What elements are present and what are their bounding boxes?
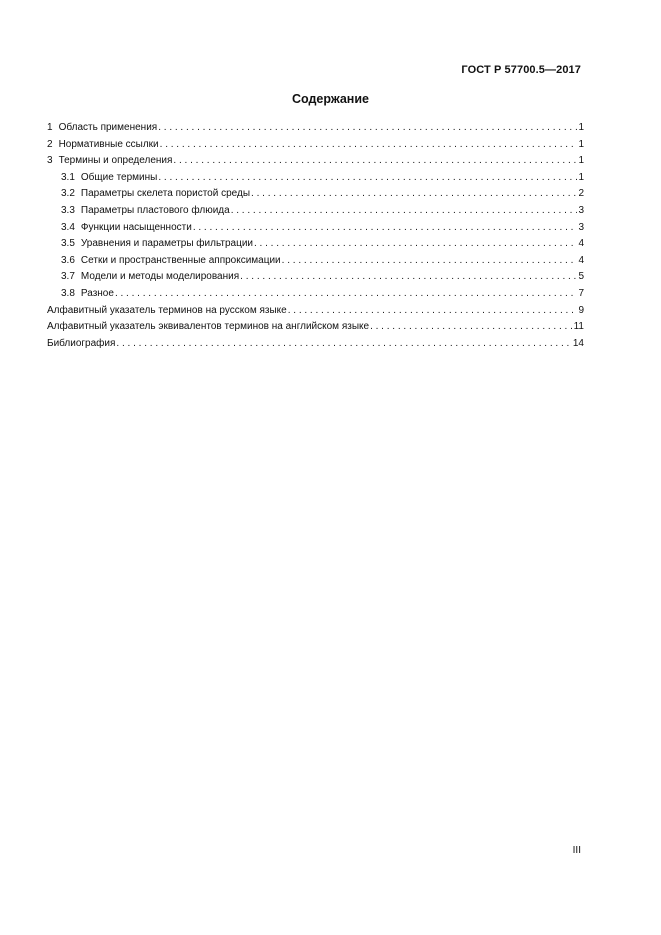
toc-entry-3-7[interactable] [47, 269, 584, 286]
toc-entry-number: 3.1 [61, 171, 75, 183]
toc-entry-label: Термины и определения [58, 155, 173, 167]
document-code: ГОСТ Р 57700.5—2017 [461, 64, 581, 76]
toc-dot-leader [370, 319, 573, 336]
toc-entry-page: 4 [578, 238, 584, 250]
toc-dot-leader [116, 336, 571, 353]
toc-entry-label: Модели и методы моделирования [80, 271, 240, 283]
toc-entry-page: 14 [572, 337, 584, 349]
toc-entry-3-8[interactable] [47, 286, 584, 303]
toc-entry-label: Разное [80, 287, 114, 299]
toc-dot-leader [173, 153, 577, 170]
toc-entry-number: 3.2 [61, 188, 75, 200]
toc-entry-bibliography[interactable] [47, 336, 584, 353]
toc-entry-page: 2 [578, 188, 584, 200]
toc-entry-russian-index[interactable] [47, 303, 584, 320]
toc-dot-leader [160, 137, 578, 154]
toc-entry-number: 2 [47, 138, 53, 150]
toc-entry-number: 3.5 [61, 238, 75, 250]
toc-entry-3-6[interactable] [47, 253, 584, 270]
toc-entry-number: 1 [47, 122, 53, 133]
toc-entry-label: Нормативные ссылки [58, 138, 159, 150]
toc-entry-number: 3.6 [61, 254, 75, 266]
toc-entry-page: 1 [578, 155, 584, 167]
toc-entry-number: 3.3 [61, 204, 75, 216]
toc-dot-leader [288, 303, 578, 320]
toc-entry-3-4[interactable] [47, 220, 584, 237]
toc-entry-3-5[interactable] [47, 236, 584, 253]
toc-entry-label: Алфавитный указатель терминов на русском языке [47, 304, 287, 316]
toc-entry-page: 7 [578, 287, 584, 299]
toc-entry-page: 11 [573, 321, 584, 333]
toc-entry-page: 9 [578, 304, 584, 316]
page-number: III [572, 845, 581, 856]
toc-entry-label: Параметры скелета пористой среды [80, 188, 251, 200]
toc-entry-page: 3 [578, 204, 584, 216]
toc-entry-label: Параметры пластового флюида [80, 204, 230, 216]
toc-entry-3-1[interactable] [47, 170, 584, 187]
toc-dot-leader [115, 286, 578, 303]
toc-entry-label: Область применения [58, 122, 158, 133]
toc-dot-leader [240, 269, 577, 286]
toc-entry-english-index[interactable] [47, 319, 584, 336]
toc-entry-page: 1 [578, 138, 584, 150]
toc-title: Содержание [291, 92, 369, 106]
toc-dot-leader [231, 203, 578, 220]
toc-entry-page: 4 [578, 254, 584, 266]
toc-entry-1[interactable] [47, 120, 584, 137]
toc-entry-page: 3 [578, 221, 584, 233]
toc-entry-label: Сетки и пространственные аппроксимации [80, 254, 281, 266]
toc-entry-number: 3.4 [61, 221, 75, 233]
toc-entry-3-2[interactable] [47, 186, 584, 203]
toc-dot-leader [158, 170, 577, 187]
toc-dot-leader [251, 186, 577, 203]
toc-entry-number: 3.8 [61, 287, 75, 299]
toc-dot-leader [158, 120, 577, 137]
toc-entry-label: Библиография [47, 337, 116, 349]
toc-entry-label: Общие термины [80, 171, 158, 183]
toc-entry-2[interactable] [47, 137, 584, 154]
table-of-contents [47, 120, 584, 352]
toc-entry-label: Функции насыщенности [80, 221, 192, 233]
toc-entry-page: 1 [578, 122, 584, 133]
toc-entry-3-3[interactable] [47, 203, 584, 220]
toc-entry-label: Уравнения и параметры фильтрации [80, 238, 253, 250]
toc-entry-number: 3.7 [61, 271, 75, 283]
toc-dot-leader [254, 236, 577, 253]
toc-dot-leader [282, 253, 578, 270]
toc-entry-page: 5 [578, 271, 584, 283]
toc-entry-label: Алфавитный указатель эквивалентов терминов на английском языке [47, 321, 370, 333]
toc-entry-page: 1 [578, 171, 584, 183]
toc-dot-leader [193, 220, 578, 237]
toc-entry-3[interactable] [47, 153, 584, 170]
toc-entry-number: 3 [47, 155, 53, 167]
